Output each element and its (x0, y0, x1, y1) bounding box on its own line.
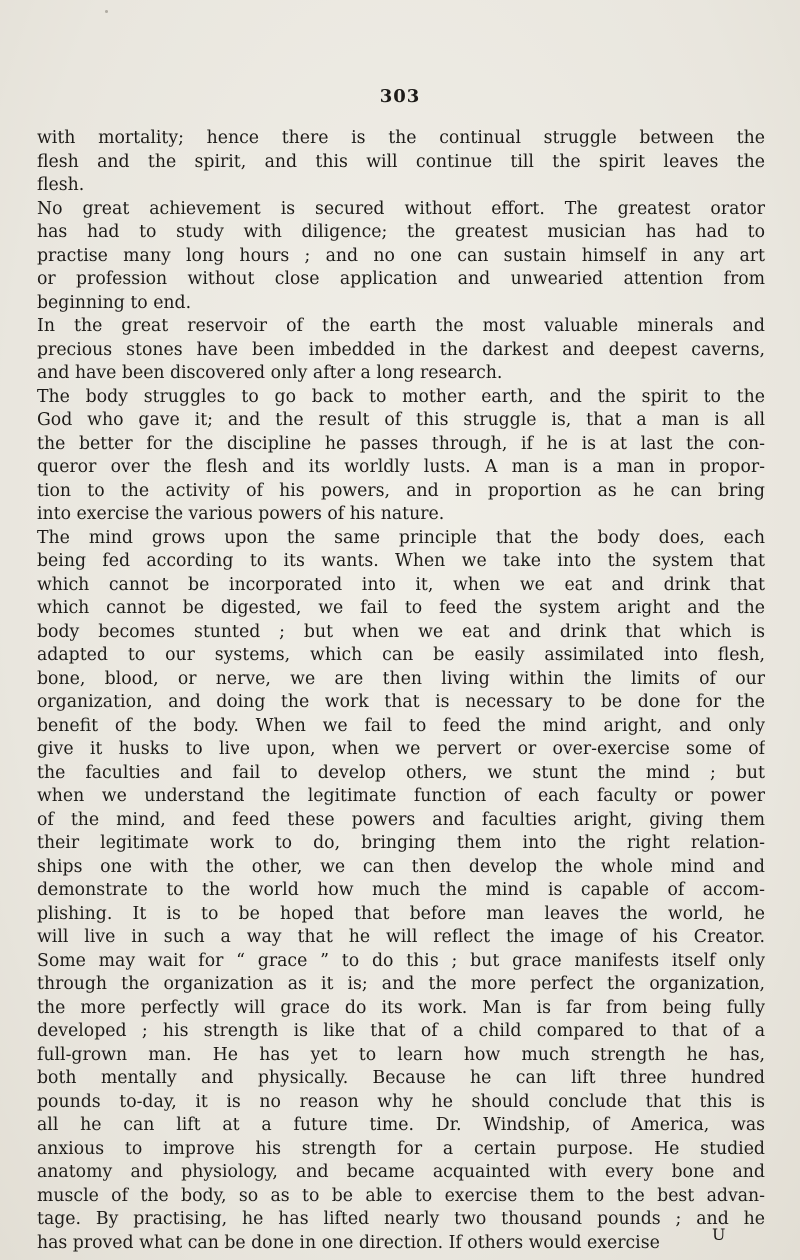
text-line: demonstrate to the world how much the mind is capable of accom- (37, 880, 765, 900)
text-line: organization, and doing the work that is necessary to be done for the (37, 692, 765, 712)
text-line: tion to the activity of his powers, and in proportion as he can bring (37, 480, 765, 501)
text-line: ships one with the other, we can then develop the whole mind and (37, 856, 765, 877)
text-line: body becomes stunted ; but when we eat and drink that which is (37, 621, 765, 642)
text-line: the faculties and fail to develop others, we stunt the mind ; but (37, 762, 765, 783)
text-line: has had to study with diligence; the greatest musician has had to (37, 222, 765, 242)
paper-blemish (105, 10, 108, 13)
text-line: anxious to improve his strength for a certain purpose. He studied (37, 1138, 765, 1159)
text-line: which cannot be incorporated into it, when we eat and drink that (37, 574, 765, 595)
text-line: developed ; his strength is like that of a child compared to that of a (37, 1021, 765, 1041)
text-line: with mortality; hence there is the continual struggle between the (37, 128, 765, 148)
text-line: which cannot be digested, we fail to feed the system aright and the (37, 598, 765, 618)
text-line: being fed according to its wants. When we take into the system that (37, 551, 765, 571)
text-line: The body struggles to go back to mother earth, and the spirit to the (37, 386, 765, 407)
text-line: has proved what can be done in one direction. If others would exercise (37, 1232, 660, 1253)
body-text (37, 127, 765, 1255)
text-line: will live in such a way that he will reflect the image of his Creator. (37, 927, 765, 947)
text-line: tage. By practising, he has lifted nearly two thousand pounds ; and he (37, 1209, 765, 1229)
signature-mark: U (712, 1225, 726, 1244)
text-line: The mind grows upon the same principle that the body does, each (37, 527, 765, 548)
text-line: when we understand the legitimate function of each faculty or power (37, 786, 765, 806)
text-line: the more perfectly will grace do its work. Man is far from being fully (37, 997, 765, 1018)
text-line: bone, blood, or nerve, we are then living within the limits of our (37, 668, 765, 689)
text-line: and have been discovered only after a long research. (37, 363, 503, 383)
text-line: pounds to-day, it is no reason why he should conclude that this is (37, 1091, 765, 1112)
text-line: or profession without close application and unwearied attention from (37, 269, 765, 289)
text-line: adapted to our systems, which can be easily assimilated into flesh, (37, 645, 765, 665)
text-line: muscle of the body, so as to be able to exercise them to the best advan- (37, 1185, 765, 1206)
text-line: Some may wait for “ grace ” to do this ; but grace manifests itself only (37, 950, 765, 971)
text-line: all he can lift at a future time. Dr. Windship, of America, was (37, 1115, 765, 1135)
text-line: give it husks to live upon, when we pervert or over-exercise some of (37, 739, 765, 759)
text-line: flesh and the spirit, and this will continue till the spirit leaves the (37, 151, 765, 172)
text-line: anatomy and physiology, and became acquainted with every bone and (37, 1162, 765, 1182)
text-line: practise many long hours ; and no one can sustain himself in any art (37, 245, 765, 266)
text-line: of the mind, and feed these powers and faculties aright, giving them (37, 809, 765, 830)
text-line: their legitimate work to do, bringing them into the right relation- (37, 833, 765, 853)
text-line: queror over the flesh and its worldly lusts. A man is a man in propor- (37, 457, 765, 477)
text-line: God who gave it; and the result of this struggle is, that a man is all (37, 410, 765, 430)
text-line: No great achievement is secured without effort. The greatest orator (37, 198, 765, 219)
text-line: into exercise the various powers of his nature. (37, 504, 445, 524)
text-line: through the organization as it is; and the more perfect the organization, (37, 974, 765, 994)
text-line: plishing. It is to be hoped that before man leaves the world, he (37, 903, 765, 924)
text-line: beginning to end. (37, 292, 192, 313)
text-line: flesh. (37, 175, 85, 195)
text-line: In the great reservoir of the earth the most valuable minerals and (37, 316, 765, 336)
text-line: precious stones have been imbedded in the darkest and deepest caverns, (37, 339, 765, 360)
text-line: benefit of the body. When we fail to feed the mind aright, and only (37, 715, 765, 736)
page-number: 303 (379, 86, 421, 107)
text-line: the better for the discipline he passes through, if he is at last the con- (37, 433, 765, 454)
text-line: both mentally and physically. Because he can lift three hundred (37, 1068, 765, 1088)
text-line: full-grown man. He has yet to learn how much strength he has, (37, 1044, 765, 1065)
